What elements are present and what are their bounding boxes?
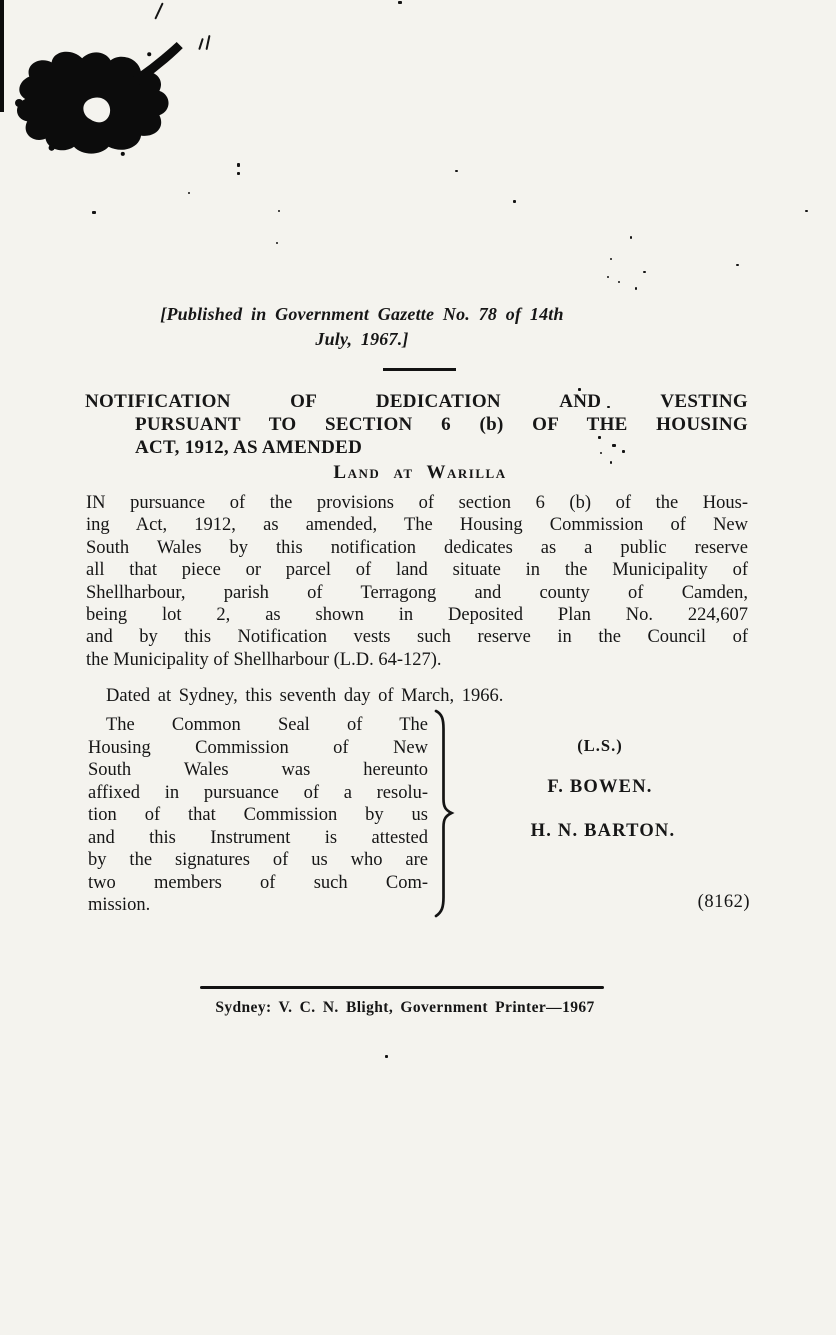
notice-title-line-2: PURSUANT TO SECTION 6 (b) OF THE HOUSING bbox=[135, 414, 748, 435]
attestation-brace bbox=[430, 708, 456, 920]
signature-name-2: H. N. BARTON. bbox=[530, 821, 676, 841]
speck bbox=[736, 264, 739, 266]
text-line: being lot 2, as shown in Deposited Plan No. 224,607 bbox=[86, 605, 748, 626]
speck bbox=[385, 1055, 388, 1058]
text-line: IN pursuance of the provisions of section 6 (b) of the Hous- bbox=[86, 493, 748, 513]
text-line: by the signatures of us who are bbox=[88, 850, 428, 870]
notice-title-line-3: ACT, 1912, AS AMENDED bbox=[135, 437, 363, 458]
text-line: the Municipality of Shellharbour (L.D. 64-127). bbox=[86, 649, 442, 670]
text-line: mission. bbox=[88, 895, 151, 915]
dated-line: Dated at Sydney, this seventh day of March, 1966. bbox=[106, 686, 504, 706]
signature-name-1: F. BOWEN. bbox=[547, 777, 653, 797]
text-line: Housing Commission of New bbox=[88, 737, 428, 758]
notice-title-line-1: NOTIFICATION OF DEDICATION AND VESTING bbox=[85, 391, 748, 412]
text-line: and by this Notification vests such reserve in the Council of bbox=[86, 627, 748, 648]
speck bbox=[607, 276, 609, 278]
section-divider-rule bbox=[383, 368, 456, 371]
published-line-1: [Published in Government Gazette No. 78 of 14th bbox=[160, 304, 564, 324]
speck bbox=[278, 210, 280, 212]
speck bbox=[205, 35, 210, 50]
locus-sigilli-mark: (L.S.) bbox=[577, 736, 623, 755]
text-line: The Common Seal of The bbox=[106, 715, 428, 735]
scan-edge-artifact bbox=[0, 0, 4, 112]
speck bbox=[455, 170, 458, 172]
speck bbox=[618, 281, 620, 283]
text-line: ing Act, 1912, as amended, The Housing Commission of New bbox=[86, 515, 748, 536]
speck bbox=[188, 192, 190, 194]
speck bbox=[635, 287, 637, 290]
speck bbox=[276, 242, 278, 244]
text-line: Shellharbour, parish of Terragong and county of Camden, bbox=[86, 582, 748, 603]
speck bbox=[237, 172, 240, 175]
text-line: two members of such Com- bbox=[88, 872, 428, 893]
printer-imprint: Sydney: V. C. N. Blight, Government Printer—1967 bbox=[215, 999, 595, 1016]
speck bbox=[598, 436, 601, 439]
notice-body-paragraph bbox=[86, 492, 748, 671]
speck bbox=[237, 163, 240, 167]
speck bbox=[610, 258, 612, 260]
gazette-item-number: (8162) bbox=[697, 892, 750, 912]
published-line-2: July, 1967.] bbox=[315, 329, 409, 349]
speck bbox=[805, 210, 808, 212]
speck bbox=[643, 271, 646, 273]
speck bbox=[630, 236, 632, 239]
text-line: South Wales was hereunto bbox=[88, 760, 428, 780]
speck bbox=[612, 444, 616, 447]
footer-rule bbox=[200, 986, 604, 989]
published-note bbox=[120, 302, 604, 352]
text-line: affixed in pursuance of a resolu- bbox=[88, 782, 428, 803]
text-line: tion of that Commission by us bbox=[88, 805, 428, 825]
speck bbox=[92, 211, 96, 214]
speck bbox=[513, 200, 516, 203]
ink-blot bbox=[10, 40, 200, 162]
seal-attestation-paragraph bbox=[88, 714, 428, 917]
speck bbox=[622, 450, 625, 453]
speck bbox=[600, 452, 602, 454]
speck bbox=[154, 2, 163, 19]
land-location-subheading: Land at Warilla bbox=[333, 462, 507, 483]
text-line: all that piece or parcel of land situate in the Municipality of bbox=[86, 560, 748, 581]
text-line: and this Instrument is attested bbox=[88, 827, 428, 848]
text-line: South Wales by this notification dedicates as a public reserve bbox=[86, 537, 748, 558]
speck bbox=[398, 1, 402, 4]
